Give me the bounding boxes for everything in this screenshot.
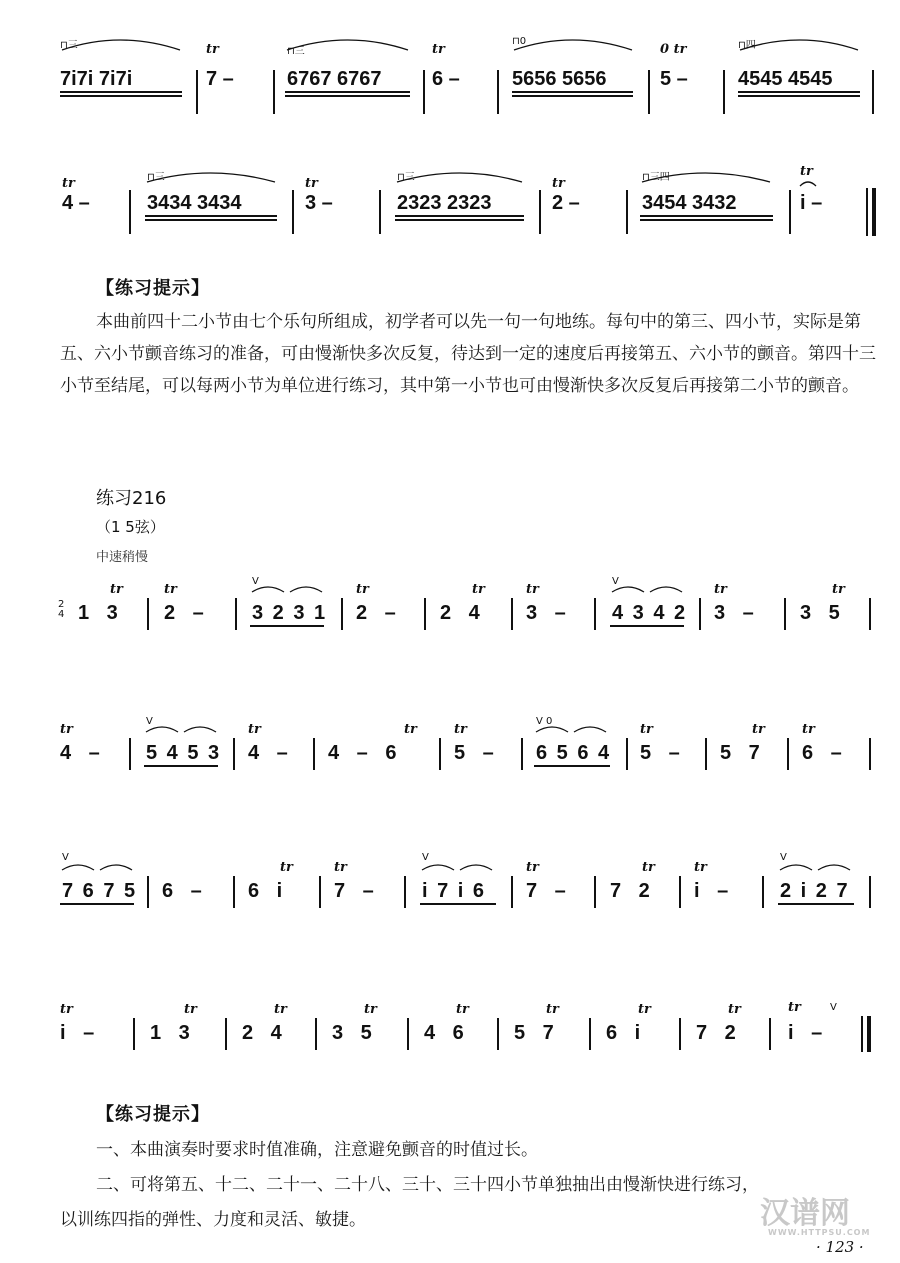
trill-mark: tr: [788, 1000, 801, 1015]
trill-mark: tr: [694, 860, 707, 875]
measure-notes: i –: [800, 192, 823, 214]
measure-notes: i 7 i 6: [422, 880, 485, 902]
measure-notes: 4545 4545: [738, 68, 833, 90]
exercise-title: 练习216: [96, 488, 167, 509]
measure-notes: 3 –: [526, 602, 566, 624]
watermark: [700, 1188, 885, 1237]
measure-notes: 6 i: [606, 1022, 641, 1044]
exercise-line-4: [0, 990, 900, 1110]
measure-notes: 2 –: [552, 192, 580, 214]
trill-mark: tr: [364, 1002, 377, 1017]
bowing-mark: ⊓三: [60, 40, 78, 51]
trill-mark: tr: [280, 860, 293, 875]
tips-heading: 【练习提示】: [96, 1104, 210, 1125]
score-line-1: [0, 22, 900, 142]
exercise-line-1: [0, 570, 900, 690]
tips-line: 以训练四指的弹性、力度和灵活、敏捷。: [60, 1210, 366, 1230]
measure-notes: 3 –: [714, 602, 754, 624]
tips-line: 二、可将第五、十二、二十一、二十八、三十、三十四小节单独抽出由慢渐快进行练习，: [96, 1175, 759, 1195]
bowing-mark: ⊓四: [738, 40, 756, 51]
measure-notes: 6767 6767: [287, 68, 382, 90]
score-line-2: [0, 160, 900, 280]
measure-notes: 4 –: [62, 192, 90, 214]
measure-notes: 6 i: [248, 880, 283, 902]
trill-mark: tr: [305, 176, 318, 191]
exercise-strings: （1 5弦）: [96, 518, 165, 536]
trill-mark: tr: [552, 176, 565, 191]
measure-notes: 5 4 5 3: [146, 742, 220, 764]
trill-mark: tr: [456, 1002, 469, 1017]
trill-mark: tr: [728, 1002, 741, 1017]
trill-mark: tr: [248, 722, 261, 737]
watermark-url: WWW.HTTPSU.COM: [768, 1228, 871, 1237]
measure-notes: 4 –: [60, 742, 100, 764]
trill-mark: tr: [184, 1002, 197, 1017]
measure-notes: 3 5: [332, 1022, 372, 1044]
measure-notes: 3 –: [305, 192, 333, 214]
exercise-tempo: 中速稍慢: [96, 550, 149, 565]
trill-mark: tr: [404, 722, 417, 737]
trill-mark: tr: [472, 582, 485, 597]
measure-notes: 4 6: [424, 1022, 464, 1044]
trill-mark: tr: [640, 722, 653, 737]
measure-notes: 6 –: [162, 880, 202, 902]
time-signature: [58, 600, 64, 620]
trill-mark: tr: [110, 582, 123, 597]
trill-mark: tr: [356, 582, 369, 597]
trill-mark: 0 tr: [660, 42, 687, 57]
measure-notes: 3 2 3 1: [252, 602, 326, 624]
measure-notes: i –: [694, 880, 729, 902]
measure-notes: 7 –: [526, 880, 566, 902]
trill-mark: tr: [642, 860, 655, 875]
trill-mark: tr: [60, 722, 73, 737]
measure-notes: 7 –: [334, 880, 374, 902]
bowing-mark: V: [780, 852, 787, 863]
trill-mark: tr: [454, 722, 467, 737]
measure-notes: 2 –: [164, 602, 204, 624]
bowing-mark: ⊓三: [397, 172, 415, 183]
measure-notes: 7 2: [696, 1022, 736, 1044]
measure-notes: 2 i 2 7: [780, 880, 848, 902]
trill-mark: tr: [60, 1002, 73, 1017]
bowing-mark: ⊓三: [147, 172, 165, 183]
trill-mark: tr: [526, 860, 539, 875]
measure-notes: 5656 5656: [512, 68, 607, 90]
bowing-mark: ⊓0: [512, 36, 527, 47]
measure-notes: 5 –: [640, 742, 680, 764]
measure-notes: 4 – 6: [328, 742, 397, 764]
measure-notes: 5 –: [454, 742, 494, 764]
trill-mark: tr: [832, 582, 845, 597]
tips-paragraph: [60, 306, 880, 402]
trill-mark: tr: [206, 42, 219, 57]
trill-mark: tr: [752, 722, 765, 737]
measure-notes: 6 5 6 4: [536, 742, 610, 764]
trill-mark: tr: [638, 1002, 651, 1017]
exercise-line-4-graphics: [0, 990, 900, 1100]
trill-mark: tr: [164, 582, 177, 597]
bowing-mark: V: [252, 576, 259, 587]
trill-mark: tr: [714, 582, 727, 597]
time-sig-bottom: 4: [58, 609, 65, 620]
measure-notes: 7 2: [610, 880, 650, 902]
trill-mark: tr: [334, 860, 347, 875]
tips-heading: 【练习提示】: [96, 278, 210, 299]
measure-notes: 3434 3434: [147, 192, 242, 214]
measure-notes: 7 –: [206, 68, 234, 90]
measure-notes: 2 4: [242, 1022, 282, 1044]
measure-notes: 6 –: [802, 742, 842, 764]
watermark-text: 汉谱网: [760, 1196, 850, 1231]
trill-mark: tr: [432, 42, 445, 57]
exercise-line-1-graphics: [0, 570, 900, 680]
bowing-mark: V: [62, 852, 69, 863]
exercise-line-2: [0, 710, 900, 830]
bowing-mark: V: [422, 852, 429, 863]
measure-notes: i –: [788, 1022, 823, 1044]
tips-text: 本曲前四十二小节由七个乐句所组成，初学者可以先一句一句地练。每句中的第三、四小节，实际是第五、六小节颤音练习的准备，可由慢渐快多次反复，待达到一定的速度后再接第五、六小节的颤音。第四十三小节至结尾，可以每两小节为单位进行练习，其中第一小节也可由慢渐快多次反复后再接第二小节的颤音。: [60, 312, 876, 396]
measure-notes: 1 3: [78, 602, 118, 624]
measure-notes: 5 7: [514, 1022, 554, 1044]
measure-notes: 6 –: [432, 68, 460, 90]
bowing-mark: V: [612, 576, 619, 587]
time-sig-top: 2: [58, 599, 65, 610]
trill-mark: tr: [62, 176, 75, 191]
measure-notes: 4 3 4 2: [612, 602, 686, 624]
exercise-line-3-graphics: [0, 848, 900, 958]
bowing-mark: V: [830, 1002, 837, 1013]
measure-notes: 7i7i 7i7i: [60, 68, 133, 90]
score-line-2-graphics: [0, 160, 900, 270]
trill-mark: tr: [546, 1002, 559, 1017]
measure-notes: 5 7: [720, 742, 760, 764]
measure-notes: 5 –: [660, 68, 688, 90]
trill-mark: tr: [526, 582, 539, 597]
measure-notes: 3 5: [800, 602, 840, 624]
trill-mark: tr: [274, 1002, 287, 1017]
measure-notes: 2323 2323: [397, 192, 492, 214]
tips-line: 一、本曲演奏时要求时值准确，注意避免颤音的时值过长。: [96, 1140, 538, 1160]
measure-notes: i –: [60, 1022, 95, 1044]
bowing-mark: V: [146, 716, 153, 727]
bowing-mark: ⊓三: [287, 46, 305, 57]
measure-notes: 7 6 7 5: [62, 880, 136, 902]
exercise-line-2-graphics: [0, 710, 900, 820]
measure-notes: 3454 3432: [642, 192, 737, 214]
measure-notes: 4 –: [248, 742, 288, 764]
page-number: · 123 ·: [816, 1238, 864, 1256]
trill-mark: tr: [802, 722, 815, 737]
bowing-mark: V 0: [536, 716, 553, 727]
measure-notes: 2 –: [356, 602, 396, 624]
bowing-mark: ⊓三四: [642, 172, 670, 183]
trill-mark: tr: [800, 164, 813, 179]
measure-notes: 2 4: [440, 602, 480, 624]
exercise-line-3: [0, 848, 900, 968]
measure-notes: 1 3: [150, 1022, 190, 1044]
